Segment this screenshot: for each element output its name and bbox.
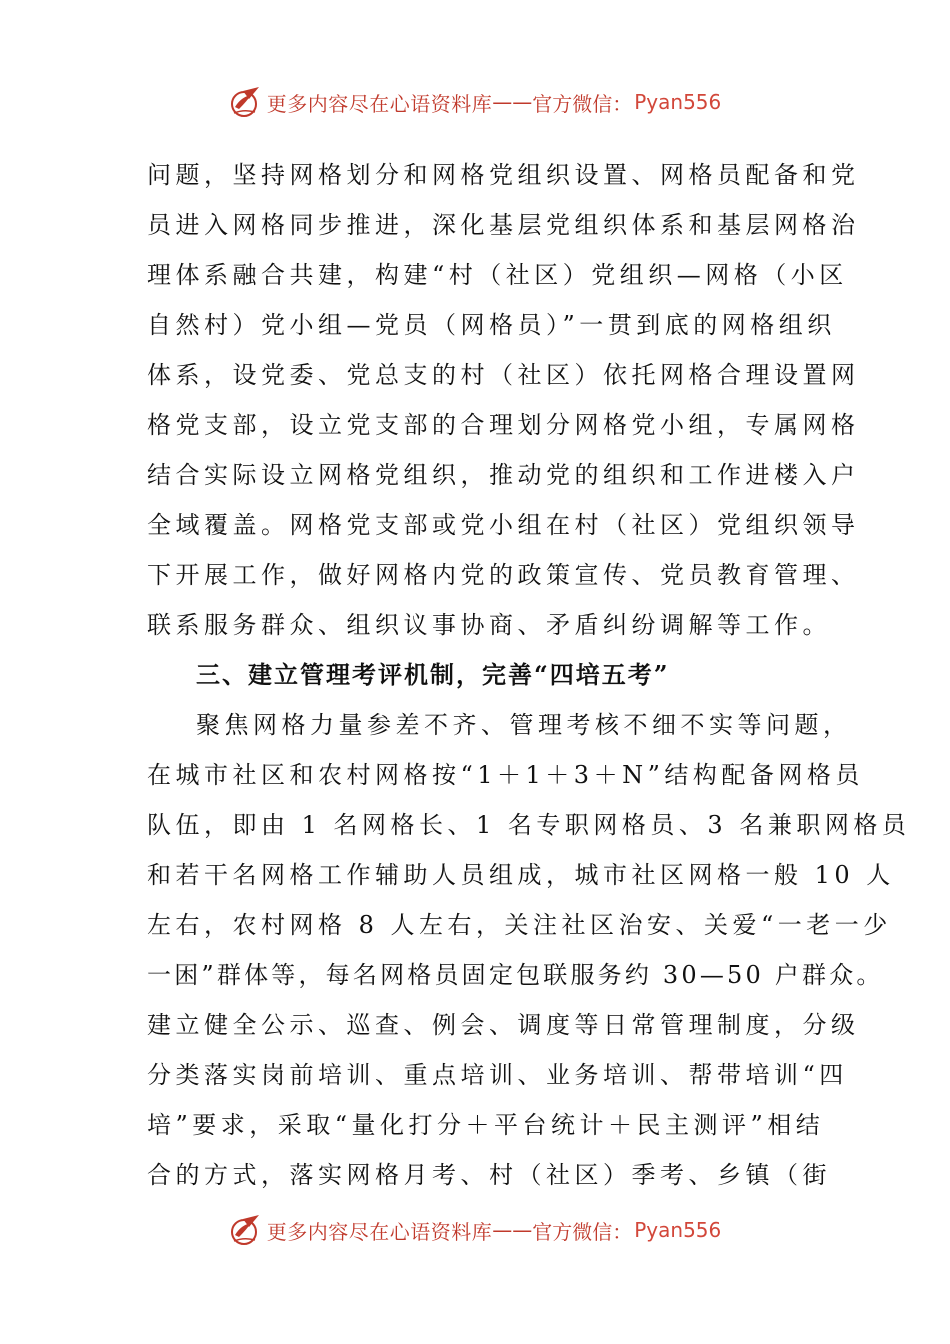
banner-slogan: 更多内容尽在心语资料库 (266, 91, 493, 116)
text-line: 全域覆盖。网格党支部或党小组在村（社区）党组织领导 (147, 511, 860, 539)
text-line: 结合实际设立网格党组织，推动党的组织和工作进楼入户 (147, 461, 860, 489)
text-line: 理体系融合共建，构建“村（社区）党组织—网格（小区 (147, 261, 848, 289)
text-line: 队伍，即由 1 名网格长、1 名专职网格员、3 名兼职网格员 (147, 811, 911, 839)
pen-logo-icon (229, 1213, 263, 1247)
document-body (147, 150, 911, 1200)
text-line: 自然村）党小组—党员（网格员）”一贯到底的网格组织 (147, 311, 836, 339)
banner-wechat-label: 官方微信： (532, 1219, 633, 1244)
banner-wechat-label: 官方微信： (532, 91, 633, 116)
text-line: 培”要求，采取“量化打分＋平台统计＋民主测评”相结 (147, 1111, 825, 1139)
text-line: 员进入网格同步推进，深化基层党组织体系和基层网格治 (147, 211, 860, 239)
text-line: 合的方式，落实网格月考、村（社区）季考、乡镇（街 (147, 1161, 831, 1189)
text-line: 左右，农村网格 8 人左右，关注社区治安、关爱“一老一少 (147, 911, 892, 939)
text-line: 在城市社区和农村网格按“1＋1＋3＋N”结构配备网格员 (147, 761, 864, 789)
paragraph-2 (147, 700, 911, 1200)
banner-wechat-id: Pyan556 (634, 1218, 722, 1242)
text-line: 体系，设党委、党总支的村（社区）依托网格合理设置网 (147, 361, 860, 389)
text-line: 建立健全公示、巡查、例会、调度等日常管理制度，分级 (147, 1011, 860, 1039)
banner-wechat-id: Pyan556 (634, 90, 722, 114)
banner-dash: —— (492, 90, 533, 114)
header-banner (0, 82, 950, 122)
banner-slogan: 更多内容尽在心语资料库 (266, 1219, 493, 1244)
paragraph-1 (147, 150, 860, 650)
text-line: 聚焦网格力量参差不齐、管理考核不细不实等问题， (196, 711, 852, 739)
section-heading: 三、建立管理考评机制，完善“四培五考” (196, 660, 670, 689)
text-line: 一困”群体等，每名网格员固定包联服务约 30—50 户群众。 (147, 961, 884, 989)
text-line: 和若干名网格工作辅助人员组成，城市社区网格一般 10 人 (147, 861, 895, 889)
text-line: 格党支部，设立党支部的合理划分网格党小组，专属网格 (147, 411, 860, 439)
text-line: 联系服务群众、组织议事协商、矛盾纠纷调解等工作。 (147, 611, 831, 639)
text-line: 问题，坚持网格划分和网格党组织设置、网格员配备和党 (147, 161, 860, 189)
pen-logo-icon (229, 85, 263, 119)
footer-banner (0, 1210, 950, 1250)
text-line: 分类落实岗前培训、重点培训、业务培训、帮带培训“四 (147, 1061, 848, 1089)
banner-dash: —— (492, 1218, 533, 1242)
text-line: 下开展工作，做好网格内党的政策宣传、党员教育管理、 (147, 561, 860, 589)
